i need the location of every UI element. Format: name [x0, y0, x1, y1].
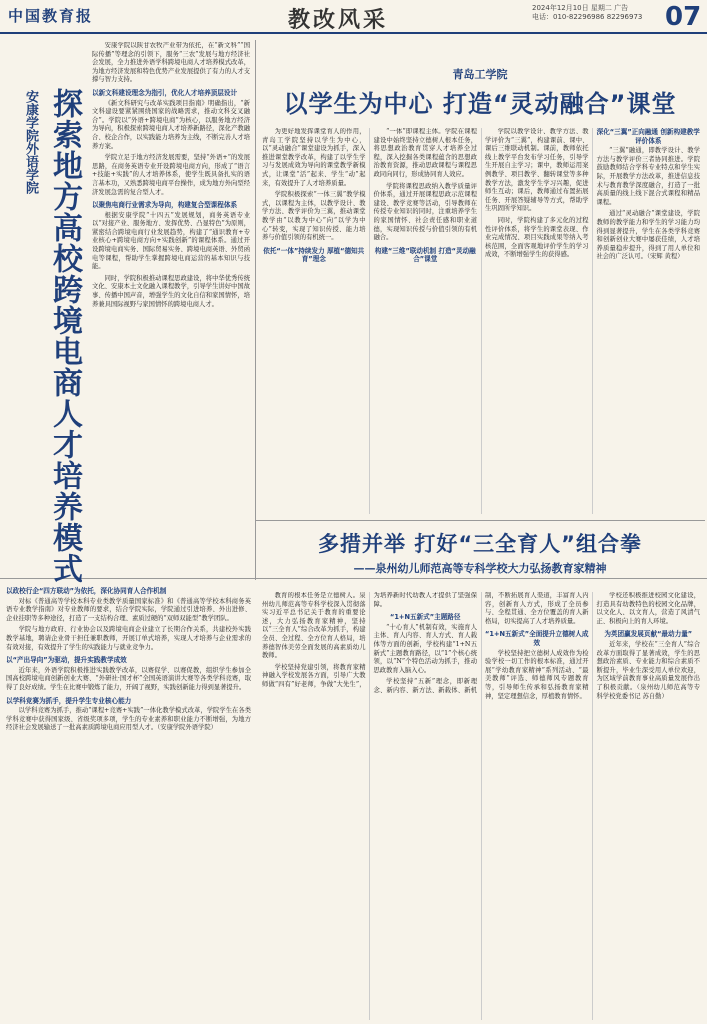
- article2-body: [262, 128, 700, 514]
- article1-paragraph: 同时，学院积极推动课程思政建设，将中华优秀传统文化、安康本土文化融入课程教学，引导学生讲好中国故事、传播中国声音，增强学生的文化自信和家国情怀，培养兼具国际视野与家国情怀的跨境电商人才。: [92, 274, 250, 308]
- article1-paragraph: 近年来，外语学院积极推进实践教学改革，以赛促学、以赛促教，组织学生参加全国高校跨境电商创新创业大赛、“外研社·国才杯”全国英语演讲大赛等各类学科竞赛，取得了良好成绩。学生在比赛中锻炼了能力，开阔了视野，实践创新能力得到显著提升。: [6, 666, 251, 691]
- column-divider: [255, 40, 256, 580]
- article2-paragraph: 通过“灵动融合”课堂建设，学院教师的教学能力和学生的学习能力均得到显著提升，学生在各类学科竞赛和创新创业大赛中屡获佳绩，人才培养质量稳步提升，得到了用人单位和社会的广泛认可。（宋辉 黄程）: [596, 210, 700, 261]
- article2-school: 青岛工学院: [452, 68, 508, 81]
- article2-paragraph: “一体”即课程主体。学院在课程建设中始终坚持立德树人根本任务，将思想政治教育贯穿人才培养全过程，深入挖掘各类课程蕴含的思想政治教育资源，推动思政课程与课程思政同向同行，形成协同育人效应。: [373, 128, 477, 178]
- article1-paragraph: 以学科竞赛为抓手，推动“课程+竞赛+实践”一体化教学模式改革，学院学生在各类学科竞赛中获得国家级、省级奖项多项，学生的专业素养和职业能力不断增强，为地方经济社会发展输送了一批高素质跨境电商应用型人才。（安康学院外语学院）: [6, 707, 251, 732]
- article2-heading: 深化“三翼”正向融通 创新构建教学评价体系: [596, 128, 700, 145]
- article3-subtitle: ——泉州幼儿师范高等专科学校大力弘扬教育家精神: [353, 562, 607, 575]
- article3-paragraph: 学校坚持把立德树人成效作为检验学校一切工作的根本标准，通过开展“学幼教育家精神”系列活动、“最美教师”评选、师德师风专题教育等，引导师生传承和弘扬教育家精神，坚定理想信念，厚植教育情怀。: [485, 649, 589, 700]
- article1-paragraph: 对标《普通高等学校本科专业类教学质量国家标准》和《普通高等学校本科商务英语专业教学指南》对专业教师的要求，结合学院实际，学院通过引进培养、外出进修、企业挂职等多种途径，打造了一支结构合理、素质过硬的“双师双能型”教学团队。: [6, 597, 251, 622]
- article3-heading: 为英团赢发展页献“最动力量”: [604, 630, 693, 639]
- article2-heading: 构建“三维”联动机制 打造“灵动融合”课堂: [374, 246, 476, 264]
- article2-paragraph: 学院将课程思政纳入教学质量评价体系，通过开展课程思政示范课程建设、教学竞赛等活动，引导教师在传授专业知识的同时，注重培养学生的家国情怀、社会责任感和职业道德，实现知识传授与价值引领的有机融合。: [373, 182, 477, 242]
- article3-paragraph: 近年来，学校在“三全育人”综合改革方面取得了显著成效，学生的思想政治素质、专业能力和综合素质不断提升，毕业生深受用人单位欢迎，为区域学前教育事业高质量发展作出了积极贡献。（泉州幼儿师范高等专科学校党委书记 苏自勤）: [596, 640, 700, 700]
- article1-body-bottom: [6, 583, 251, 1021]
- article1-heading: 以新文科建设理念为指引，优化人才培养顶层设计: [92, 88, 238, 97]
- article2-paragraph: 为更好地发挥课堂育人的作用，青岛工学院坚持以学生为中心，以“灵动融合”课堂建设为抓手，深入推进课堂教学改革，构建了以学生学习与发展成效为导向的课堂教学新模式，让课堂“活”起来、学生“动”起来，有效提升了人才培养质量。: [262, 128, 366, 187]
- article1-paragraph: 学院与地方政府、行业协会以及跨境电商企业建立了长期合作关系，共建校外实践教学基地，聘请企业骨干担任兼职教师，开展订单式培养，实现人才培养与企业需求的有效对接，有效提升了学生的实践能力与就业竞争力。: [6, 626, 251, 651]
- article2-heading: 依托“一体”持续发力 厚植“德知共育”理念: [263, 246, 365, 264]
- page-number: 07: [665, 2, 702, 32]
- article2-paragraph: 同时，学院构建了多元化的过程性评价体系，将学生的课堂表现、作业完成情况、项目实践成果等纳入考核范围，全面客观地评价学生的学习成效，不断增强学生的获得感。: [485, 216, 589, 259]
- page-header: [0, 0, 707, 34]
- article2-paragraph: “三翼”融通，即教学设计、教学方法与教学评价三者协同推进。学院鼓励教师结合学科专业特点和学生实际，开展教学方法改革，推进信息技术与教育教学深度融合，打造了一批高质量的线上线下混合式课程和精品课程。: [596, 147, 700, 206]
- article3-body: [262, 592, 700, 1020]
- article3-heading: “1+N五新式”主题路径: [390, 613, 461, 622]
- article1-intro: 安康学院以陕甘农牧产业带为依托，在“新文科”“国际传播”等理念的引领下，服务“三农”发展与地方经济社会发展，全力推进外语学科跨境电商人才培养模式改革，为地方经济发展和特色优势产业发展提供了有力的人才支撑与智力支持。: [92, 42, 250, 84]
- section-title: 教改风采: [288, 7, 389, 33]
- article3-paragraph: “十心育人”机制有效，实施育人主体、育人内容、育人方式、育人载体等方面的创新，学校构建“1+N五新式”主题教育路径，以“1”个核心统领，以“N”个特色活动为抓手，推动思政教育入脑入心。: [373, 623, 477, 674]
- article1-heading: 以政校行企“四方联动”为依托，深化协同育人合作机制: [6, 587, 167, 595]
- article2-title: 以学生为中心 打造“灵动融合”课堂: [283, 90, 677, 118]
- contact-phone: 电话：010-82296986 82296973: [532, 13, 643, 21]
- article2-paragraph: 学院以教学设计、教学方法、教学评价为“三翼”，构建课前、课中、课后三维联动机制。课前，教师依托线上教学平台发布学习任务，引导学生开展自主学习；课中，教师运用案例教学、项目教学、翻转课堂等多种教学方法，激发学生学习兴趣，促进师生互动；课后，教师通过布置拓展任务、开展答疑辅导等方式，帮助学生巩固所学知识。: [485, 128, 589, 213]
- article3-title: 多措并举 打好“三全育人”组合拳: [318, 532, 642, 556]
- article1-title: 探索地方高校跨境电商人才培养模式: [47, 88, 82, 584]
- article3-paragraph: 学校坚持“五新”理念，即新理念、新内容、新方法、新载体、新机制，不断拓展育人渠道，丰富育人内容，创新育人方式，形成了全员参与、全程贯通、全方位覆盖的育人新格局，切实提高了人才培养质量。: [373, 592, 589, 694]
- article1-body-top: [92, 42, 250, 574]
- article1-paragraph: 学院立足于地方经济发展需要，坚持“外语+”的发展思路，在商务英语专业开设跨境电商方向，形成了“语言+技能+实践”的人才培养体系，使学生既具备扎实的语言基本功，又熟悉跨境电商平台操作，成为地方外向型经济发展急需的复合型人才。: [92, 154, 250, 196]
- article3-paragraph: 学校坚持党建引领，将教育家精神融入学校发展各方面，引导广大教师做“四有”好老师，争做“大先生”，为培养新时代幼教人才提供了坚强保障。: [262, 592, 477, 688]
- article1-paragraph: 根据安康学院“十四五”发展规划，商务英语专业以“对接产业、服务地方、发挥优势、凸显特色”为原则，紧密结合跨境电商行业发展趋势，构建了“通识教育+专业核心+跨境电商方向+实践创新”的课程体系。通过开设跨境电商实务、国际贸易实务、跨境电商英语、外贸函电等课程，帮助学生掌握跨境电商运营的基本知识与技能。: [92, 211, 250, 271]
- article1-college: 安康学院外语学院: [23, 90, 38, 194]
- article1-heading: 以聚焦电商行业需求为导向，构建复合型课程体系: [92, 201, 238, 210]
- article-divider: [255, 520, 705, 521]
- article1-heading: 以学科竞赛为抓手，提升学生专业核心能力: [6, 696, 132, 705]
- article2-paragraph: 学院积极探索“一体三翼”教学模式，以课程为主体，以教学设计、教学方法、教学评价为三翼，推动课堂教学由“以教为中心”向“以学为中心”转变，实现了知识传授、能力培养与价值引领的有机统一。: [262, 191, 366, 242]
- article-divider: [0, 578, 707, 579]
- article3-heading: “1+N五新式”全面提升立德树人成效: [485, 630, 589, 647]
- article1-paragraph: 《新文科研究与改革实践项目指南》明确指出，“新文科建设要紧紧围绕国家的战略需求，推动文科交叉融合”。学院以“外语+跨境电商”为核心，以服务地方经济为导向，积极探索跨境电商人才培养新路径，深化产教融合、校企合作，以实践能力培养为主线，不断完善人才培养方案。: [92, 99, 250, 150]
- article3-paragraph: 学校还积极推进校园文化建设，打造具有幼教特色的校园文化品牌，以文化人、以文育人，营造了风清气正、积极向上的育人环境。: [596, 592, 700, 625]
- issue-date: 2024年12月10日 星期二 广告: [532, 4, 629, 12]
- article3-paragraph: 教育的根本任务是立德树人。泉州幼儿师范高等专科学校深入贯彻落实习近平总书记关于教育的重要论述，大力弘扬教育家精神，坚持以“三全育人”综合改革为抓手，构建全员、全过程、全方位育人格局，培养德智体美劳全面发展的高素质幼儿教师。: [262, 592, 366, 660]
- masthead-logo: 中国教育报: [8, 7, 94, 25]
- header-meta: [532, 4, 642, 22]
- article1-heading: 以“产出导向”为驱动，提升实践教学成效: [6, 656, 127, 665]
